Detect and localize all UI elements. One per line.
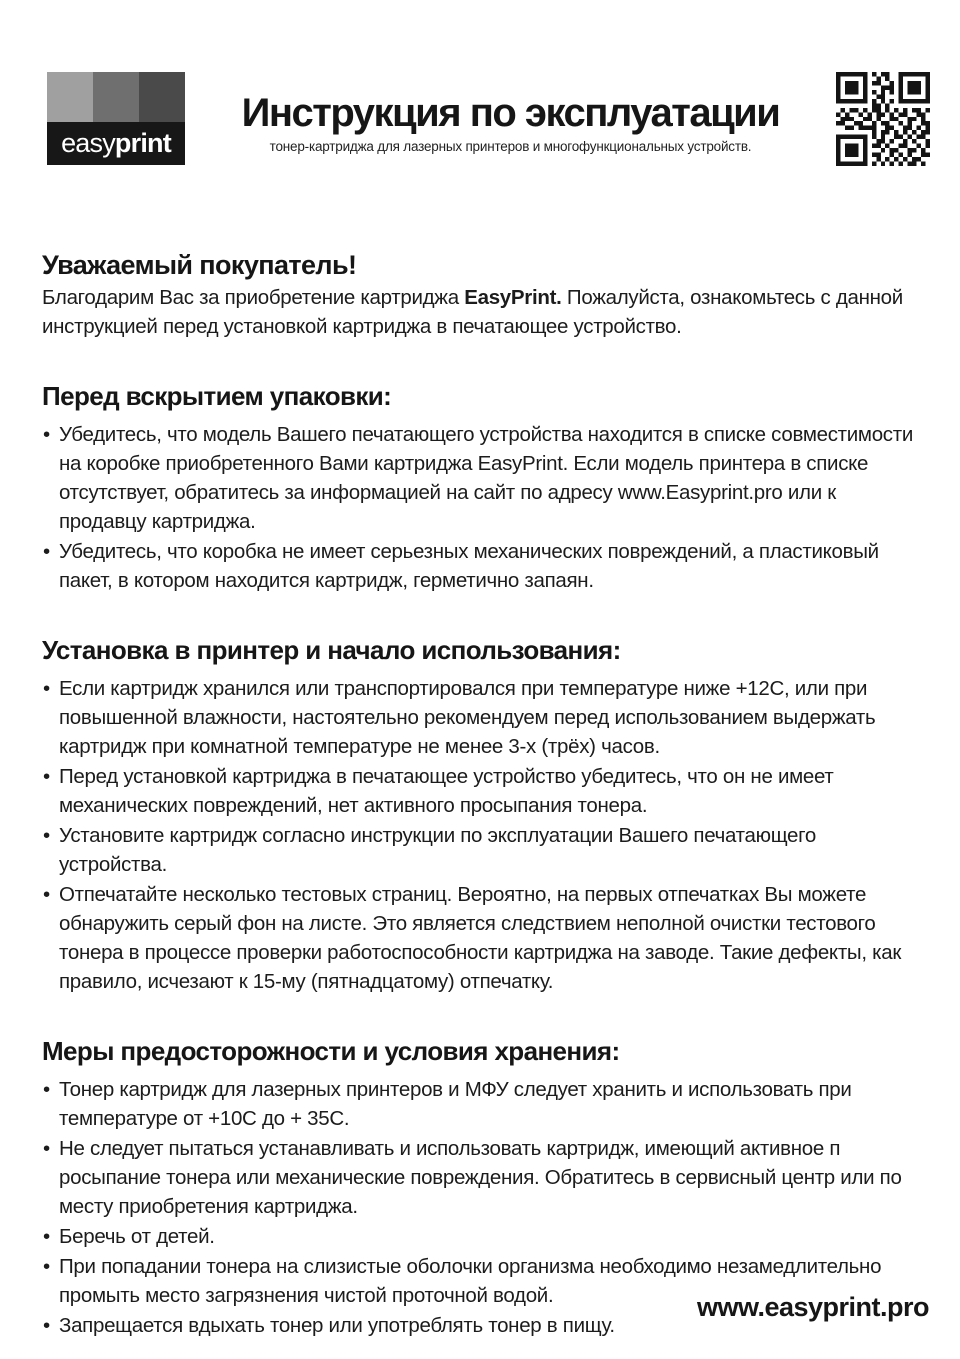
welcome-section	[42, 251, 925, 341]
welcome-brand-bold: EasyPrint.	[464, 286, 562, 309]
list-item: • Запрещается вдыхать тонер или употреблять тонер в пищу.	[42, 1311, 925, 1340]
list-item: • Установите картридж согласно инструкции по эксплуатации Вашего печатающего устройства.	[42, 821, 925, 879]
list-item: • Убедитесь, что модель Вашего печатающего устройства находится в списке совместимости на коробке приобретенного Вами картриджа EasyPrint. Если модель принтера в списке отсутствует, обратитесь за информацией на сайт по адресу www.Easyprint.pro или к продавцу картриджа.	[42, 420, 925, 536]
title-block	[185, 72, 836, 154]
list-item: • Перед установкой картриджа в печатающее устройство убедитесь, что он не имеет механических повреждений, нет активного просыпания тонера.	[42, 762, 925, 820]
footer-url: www.easyprint.pro	[696, 1292, 929, 1322]
list-item: • Отпечатайте несколько тестовых страниц. Вероятно, на первых отпечатках Вы можете обнаружить серый фон на листе. Это является следствием неполной очистки тестового тонера в процессе проверки работоспособности картриджа на заводе. Такие дефекты, как правило, исчезают к 15-му (пятнадцатому) отпечатку.	[42, 880, 925, 996]
section-before-opening	[42, 382, 925, 595]
welcome-text-before: Благодарим Вас за приобретение картриджа	[42, 286, 465, 309]
list-item: • При попадании тонера на слизистые оболочки организма необходимо незамедлительно промыть место загрязнения чистой проточной водой.	[42, 1252, 925, 1310]
page-title: Инструкция по эксплуатации	[241, 91, 780, 135]
logo-square-dark	[139, 72, 185, 122]
logo-text-print: print	[114, 128, 171, 158]
list-item: • Убедитесь, что коробка не имеет серьезных механических повреждений, а пластиковый пакет, в котором находится картридж, герметично запаян.	[42, 537, 925, 595]
document-header	[0, 0, 960, 166]
list-item: • Если картридж хранился или транспортировался при температуре ниже +12С, или при повышенной влажности, настоятельно рекомендуем перед использованием выдержать картридж при комнатной температуре не менее 3-х (трёх) часов.	[42, 674, 925, 761]
section-heading-installation: Установка в принтер и начало использования:	[42, 635, 621, 665]
list-item: • Беречь от детей.	[42, 1222, 925, 1251]
section-heading-precautions: Меры предосторожности и условия хранения:	[42, 1036, 620, 1066]
logo-wordmark	[47, 122, 185, 165]
page-subtitle: тонер-картриджа для лазерных принтеров и многофункциональных устройств.	[269, 139, 752, 154]
logo-square-light	[47, 72, 93, 122]
logo-square-mid	[93, 72, 139, 122]
section-heading-before-opening: Перед вскрытием упаковки:	[42, 381, 392, 411]
section-installation	[42, 636, 925, 996]
welcome-text-after: Пожалуйста, ознакомьтесь с данной инструкцией перед установкой картриджа в печатающее устройство.	[42, 286, 903, 338]
document-body	[0, 251, 960, 1340]
easyprint-logo	[47, 72, 185, 165]
welcome-heading: Уважаемый покупатель!	[42, 250, 357, 280]
list-item: • Не следует пытаться устанавливать и использовать картридж, имеющий активное п росыпание тонера или механические повреждения. Обратитесь в сервисный центр или по месту приобретения картриджа.	[42, 1134, 925, 1221]
qr-code-icon	[836, 72, 930, 166]
logo-color-squares	[47, 72, 185, 122]
welcome-paragraph	[42, 283, 925, 341]
logo-text-easy: easy	[61, 128, 115, 158]
list-item: • Тонер картридж для лазерных принтеров и МФУ следует хранить и использовать при температуре от +10С до + 35С.	[42, 1075, 925, 1133]
